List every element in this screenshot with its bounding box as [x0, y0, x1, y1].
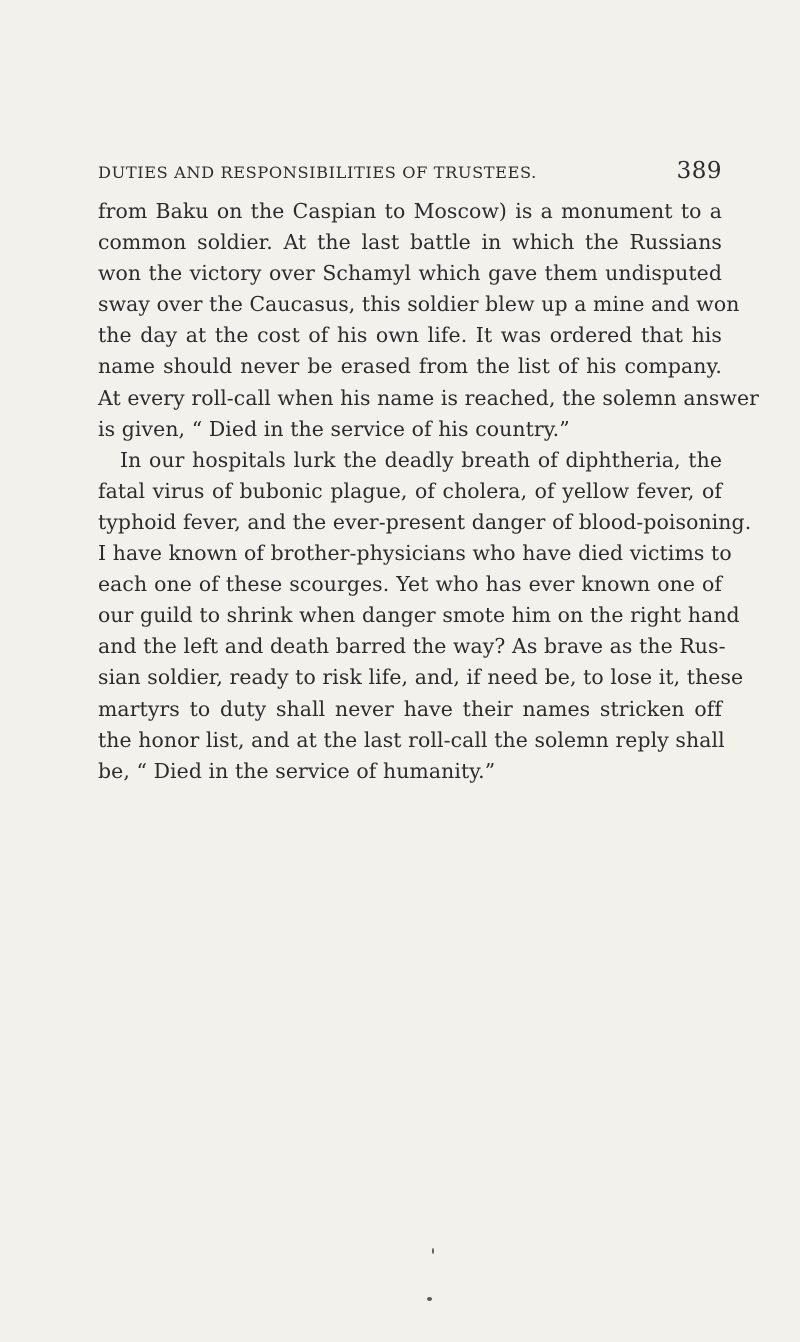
paragraph-1	[98, 196, 759, 445]
text-line: from Baku on the Caspian to Moscow) is a monument to a	[98, 199, 722, 223]
page-number: 389	[676, 158, 722, 184]
text-line: the honor list, and at the last roll-call the solemn reply shall	[98, 727, 725, 752]
text-line: and the left and death barred the way? As brave as the Rus-	[98, 634, 726, 659]
paragraph-2	[98, 445, 752, 787]
text-line: At every roll-call when his name is reached, the solemn answer	[98, 385, 759, 410]
paper-speck	[427, 1297, 432, 1301]
text-line: In our hospitals lurk the deadly breath of diphtheria, the	[120, 447, 722, 472]
paper-speck	[432, 1248, 434, 1254]
text-line: I have known of brother-physicians who have died victims to	[98, 541, 732, 566]
text-line: sian soldier, ready to risk life, and, if need be, to lose it, these	[98, 665, 744, 690]
text-line: each one of these scourges. Yet who has ever known one of	[98, 572, 722, 597]
text-line: sway over the Caucasus, this soldier blew up a mine and won	[98, 292, 740, 317]
text-line: typhoid fever, and the ever-present danger of blood-poisoning.	[98, 509, 752, 534]
running-head-title: DUTIES AND RESPONSIBILITIES OF TRUSTEES.	[98, 163, 537, 182]
text-line: name should never be erased from the list of his company.	[98, 354, 722, 379]
text-line: fatal virus of bubonic plague, of cholera, of yellow fever, of	[98, 478, 722, 503]
text-line: our guild to shrink when danger smote him on the right hand	[98, 603, 740, 628]
text-line: the day at the cost of his own life. It was ordered that his	[98, 323, 722, 348]
body-text	[98, 196, 759, 787]
running-head	[98, 158, 722, 192]
text-line: is given, “ Died in the service of his country.”	[98, 416, 570, 441]
text-line: be, “ Died in the service of humanity.”	[98, 758, 496, 783]
text-line: common soldier. At the last battle in which the Russians	[98, 230, 722, 255]
text-line: martyrs to duty shall never have their names stricken off	[98, 696, 722, 721]
text-line: won the victory over Schamyl which gave them undisputed	[98, 261, 722, 286]
